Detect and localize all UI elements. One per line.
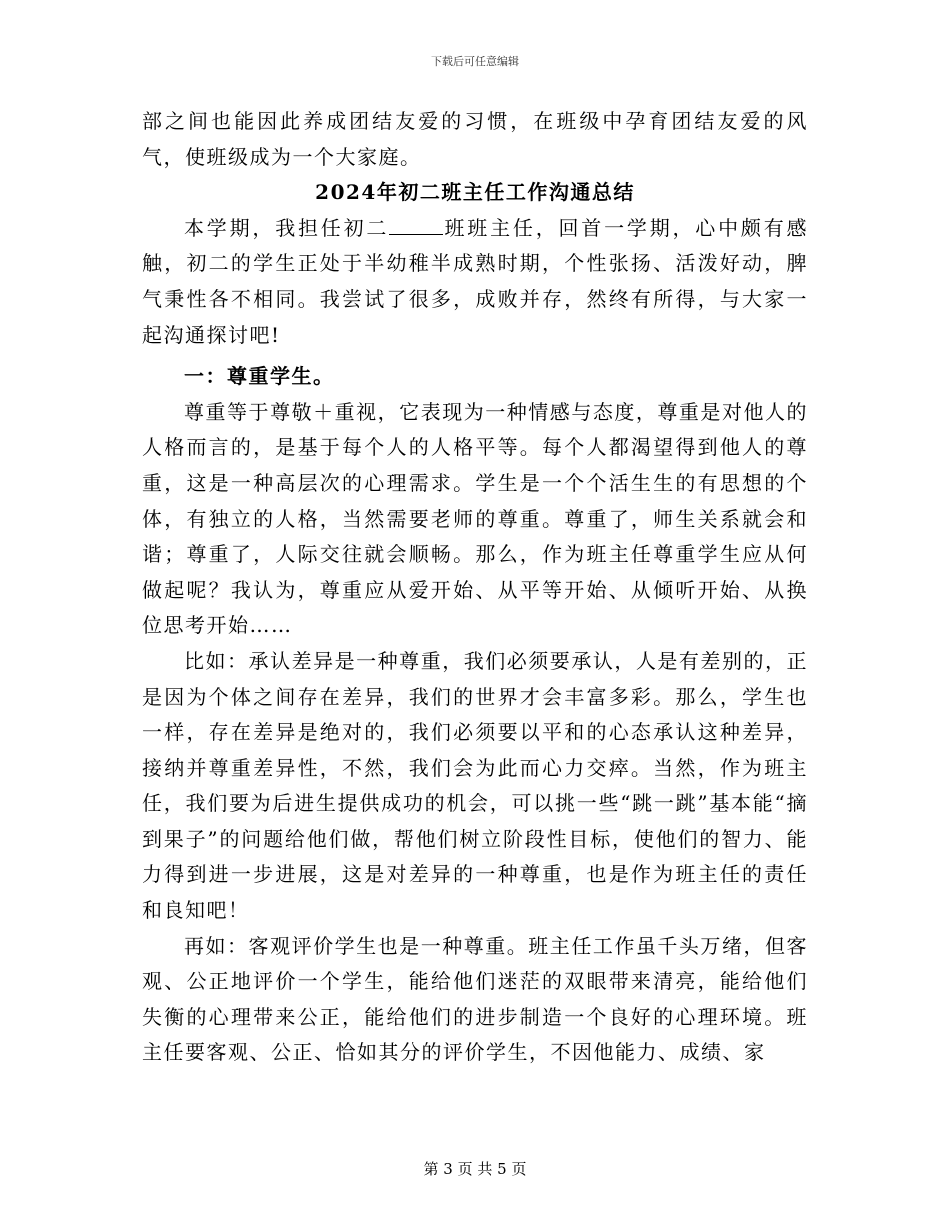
section-heading-respect-students: 一：尊重学生。: [184, 364, 335, 389]
document-title: 2024年初二班主任工作沟通总结: [315, 180, 635, 205]
opening-paragraph: [142, 211, 808, 353]
opening-text-before-blank: 本学期，我担任初二: [184, 215, 390, 240]
acknowledge-differences-paragraph: 比如：承认差异是一种尊重，我们必须要承认，人是有差别的，正是因为个体之间存在差异，我们的世界才会丰富多彩。那么，学生也一样，存在差异是绝对的，我们必须要以平和的心态承认这种差异，接纳并尊重差异性，不然，我们会为此而心力交瘁。当然，作为班主任，我们要为后进生提供成功的机会，可以挑一些“跳一跳”基本能“摘到果子”的问题给他们做，帮他们树立阶段性目标，使他们的智力、能力得到进一步进展，这是对差异的一种尊重，也是作为班主任的责任和良知吧！: [142, 648, 808, 923]
page-number-footer: 第 3 页 共 5 页: [423, 1160, 527, 1178]
objective-evaluation-paragraph: 再如：客观评价学生也是一种尊重。班主任工作虽千头万绪，但客观、公正地评价一个学生，能给他们迷茫的双眼带来清亮，能给他们失衡的心理带来公正，能给他们的进步制造一个良好的心理环境。班主任要客观、公正、恰如其分的评价学生，不因他能力、成绩、家: [142, 933, 808, 1065]
class-number-blank: [389, 216, 443, 235]
page-header-note: 下载后可任意编辑: [431, 55, 519, 68]
document-body: [142, 104, 808, 1071]
respect-definition-paragraph: 尊重等于尊敬＋重视，它表现为一种情感与态度，尊重是对他人的人格而言的，是基于每个人的人格平等。每个人都渴望得到他人的尊重，这是一种高层次的心理需求。学生是一个个活生生的有思想的个体，有独立的人格，当然需要老师的尊重。尊重了，师生关系就会和谐；尊重了，人际交往就会顺畅。那么，作为班主任尊重学生应从何做起呢？我认为，尊重应从爱开始、从平等开始、从倾听开始、从换位思考开始……: [142, 399, 808, 638]
intro-continuation-paragraph: 部之间也能因此养成团结友爱的习惯，在班级中孕育团结友爱的风气，使班级成为一个大家庭。: [142, 109, 808, 169]
opening-text-after-blank: 班班主任，回首一学期，心中颇有感触，初二的学生正处于半幼稚半成熟时期，个性张扬、活泼好动，脾气秉性各不相同。我尝试了很多，成败并存，然终有所得，与大家一起沟通探讨吧!: [142, 215, 809, 347]
